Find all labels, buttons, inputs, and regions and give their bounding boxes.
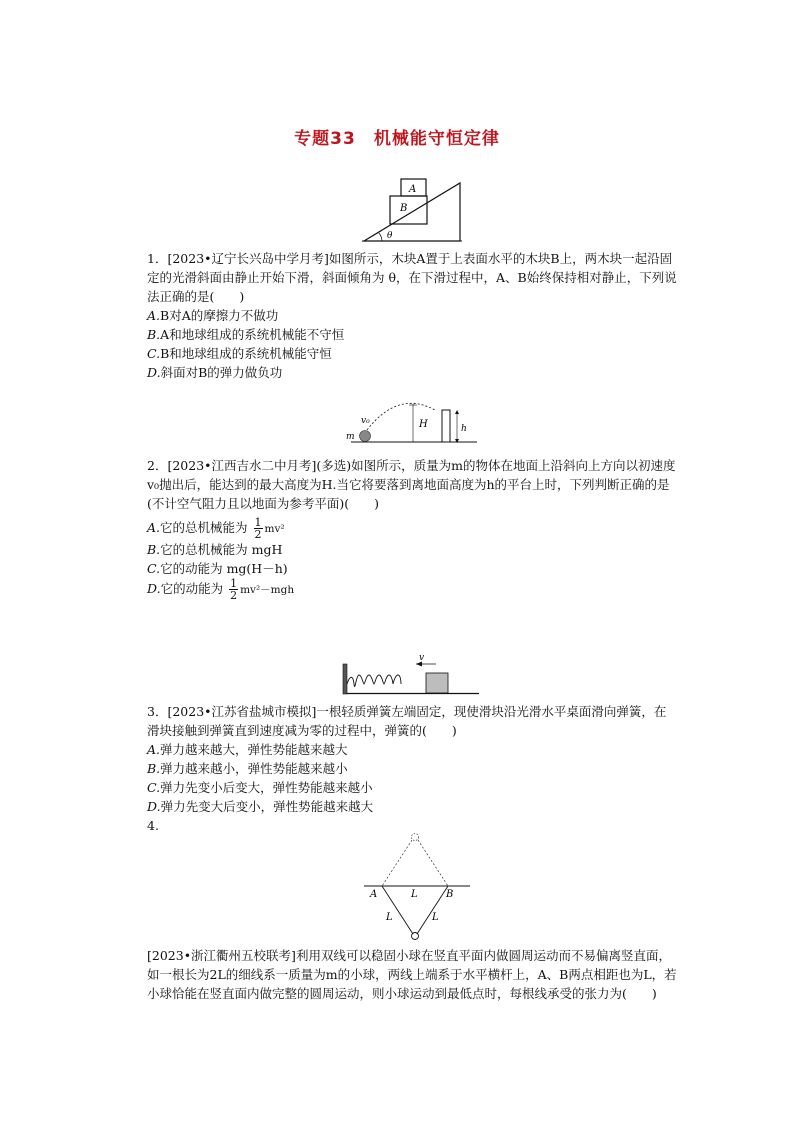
q2-option-letter: C. [147, 561, 161, 576]
figure-double-string [362, 830, 472, 942]
q2-option-text: 它的动能为 mg(H－h) [160, 561, 288, 576]
q3-option-text: 弹力越来越小，弹性势能越来越小 [160, 761, 348, 776]
q3-option-text: 弹力先变小后变大，弹性势能越来越小 [160, 780, 373, 795]
q3-option-a [147, 740, 677, 759]
question-4-stem: [2023•浙江衢州五校联考]利用双线可以稳固小球在竖直平面内做圆周运动而不易偏离竖直面，如一根长为2L的细线系一质量为m的小球，两线上端系于水平横杆上，A、B两点相距也为L，若小球恰能在竖直面内做完整的圆周运动，则小球运动到最低点时，每根线承受的张力为( ) [147, 948, 677, 1001]
q1-option-letter: A. [147, 308, 161, 323]
q2-option-letter: A. [147, 520, 161, 535]
q1-option-text: B对A的摩擦力不做功 [160, 308, 279, 323]
figure-incline-blocks [362, 176, 462, 244]
q3-option-letter: C. [147, 780, 161, 795]
fig2-label-H: H [419, 419, 428, 430]
fraction-numerator: 1 [254, 516, 262, 529]
fig4-label-l-right: L [432, 912, 439, 923]
q2-option-letter: B. [147, 542, 161, 557]
fraction [254, 517, 263, 540]
fraction [229, 578, 238, 601]
q1-option-letter: B. [147, 327, 161, 342]
question-2-stem: 2．[2023•江西吉水二中月考](多选)如图所示，质量为m的物体在地面上沿斜向上方向以初速度v₀抛出后，能达到的最大高度为H.当它将要落到离地面高度为h的平台上时，下列判断正确的是(不计空气阻力且以地面为参考平面)( ) [147, 458, 676, 511]
q3-option-text: 弹力越来越大，弹性势能越来越大 [160, 742, 348, 757]
question-4-number: 4. [147, 818, 159, 833]
q2-option-a [147, 517, 677, 540]
q1-option-text: B和地球组成的系统机械能守恒 [160, 346, 332, 361]
q1-option-text: 斜面对B的弹力做负功 [160, 365, 283, 380]
figure-spring-block [340, 654, 480, 696]
q1-option-letter: D. [147, 365, 161, 380]
q2-option-letter: D. [147, 581, 161, 596]
fig2-label-v0: v₀ [361, 416, 370, 426]
question-1-stem: 1．[2023•辽宁长兴岛中学月考]如图所示，木块A置于上表面水平的木块B上，两木块一起沿固定的光滑斜面由静止开始下滑，斜面倾角为 θ，在下滑过程中，A、B始终保持相对静止，下列说法正确的是( ) [147, 251, 677, 304]
fig1-label-b: B [400, 203, 408, 214]
fig4-label-a: A [370, 889, 378, 900]
q1-option-b [147, 325, 677, 344]
q3-option-letter: B. [147, 761, 161, 776]
q2-option-b [147, 540, 677, 559]
q3-option-letter: A. [147, 742, 161, 757]
fraction-denominator: 2 [230, 589, 238, 602]
q3-option-text: 弹力先变大后变小，弹性势能越来越大 [160, 799, 374, 814]
q1-option-letter: C. [147, 346, 161, 361]
q3-option-letter: D. [147, 799, 161, 814]
fig4-label-l-top: L [411, 889, 418, 900]
q1-option-c [147, 344, 677, 363]
question-3 [147, 702, 677, 835]
question-3-stem: 3．[2023•江苏省盐城市模拟]一根轻质弹簧左端固定，现使滑块沿光滑水平桌面滑向弹簧，在滑块接触到弹簧直到速度减为零的过程中，弹簧的( ) [147, 704, 667, 738]
fig4-label-b: B [446, 889, 454, 900]
q3-option-b [147, 759, 677, 778]
q2-option-d [147, 578, 677, 601]
q1-option-text: A和地球组成的系统机械能不守恒 [160, 327, 345, 342]
q2-option-pre: 它的总机械能为 [160, 520, 248, 535]
question-2 [147, 456, 677, 601]
fig2-label-h: h [461, 424, 467, 434]
figure-projectile [343, 396, 478, 446]
q2-option-text: 它的总机械能为 mgH [160, 542, 283, 557]
fig3-label-v: v [419, 654, 425, 663]
fig1-label-theta: θ [387, 231, 393, 241]
question-1 [147, 249, 677, 382]
fig2-label-m: m [346, 432, 355, 442]
q1-option-a [147, 306, 677, 325]
fraction-numerator: 1 [230, 577, 238, 590]
page-title: 专题33 机械能守恒定律 [294, 129, 500, 149]
q3-option-c [147, 778, 677, 797]
q2-option-c [147, 559, 677, 578]
q2-option-pre: 它的动能为 [160, 581, 224, 596]
q2-option-post: mv²－mgh [240, 584, 295, 596]
fraction-denominator: 2 [254, 528, 262, 541]
fig1-label-a: A [409, 184, 417, 195]
q2-option-post: mv² [264, 523, 285, 535]
q3-option-d [147, 797, 677, 816]
q1-option-d [147, 363, 677, 382]
question-4 [147, 946, 677, 1003]
fig4-label-l-left: L [386, 912, 393, 923]
